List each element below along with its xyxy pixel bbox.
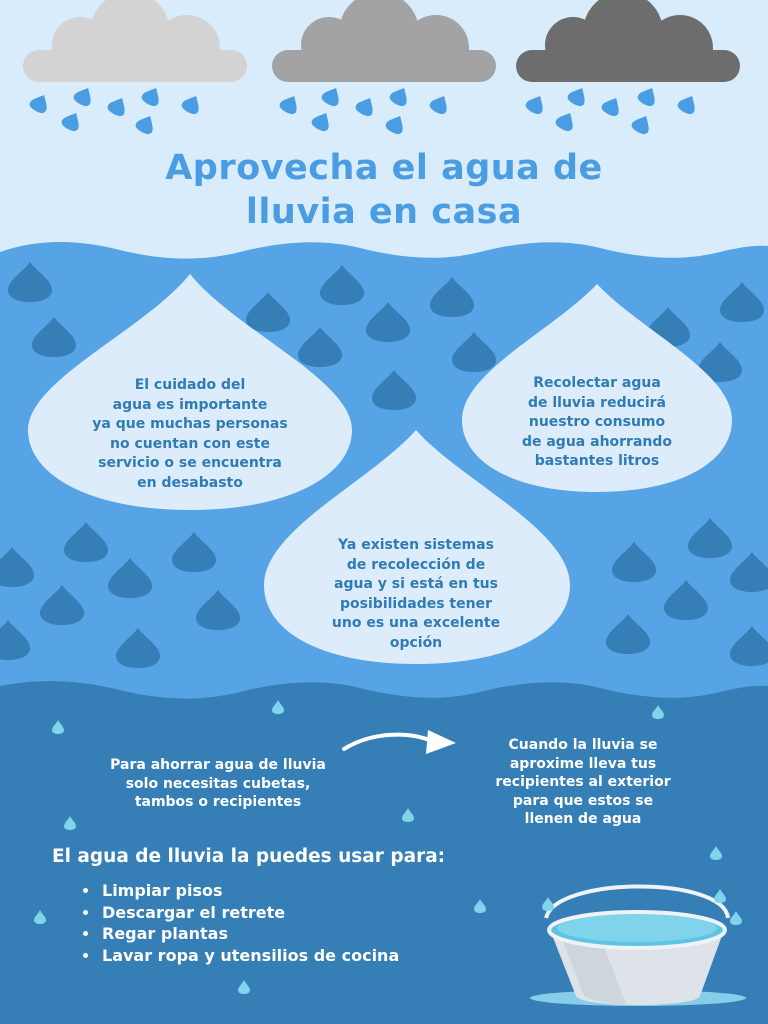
- tip-line: llenen de agua: [524, 811, 642, 827]
- tip-line: solo necesitas cubetas,: [125, 775, 311, 792]
- title-line: lluvia en casa: [245, 192, 523, 232]
- list-item: • Lavar ropa y utensilios de cocina: [100, 945, 399, 967]
- drop-text-line: Recolectar agua: [533, 375, 661, 391]
- drop-text-line: agua y si está en tus: [334, 576, 498, 592]
- drop-text-line: servicio o se encuentra: [98, 455, 282, 471]
- tip-left-text: [38, 756, 398, 812]
- left-drop-text: [40, 376, 340, 493]
- drop-text-line: opción: [389, 634, 443, 651]
- drop-text-line: nuestro consumo: [528, 414, 666, 430]
- tip-line: aproxime lleva tus: [509, 755, 657, 772]
- page-title: [0, 146, 768, 234]
- tip-line: para que estos se: [512, 792, 654, 809]
- drop-text-line: ya que muchas personas: [92, 416, 288, 432]
- drop-text-line: en desabasto: [137, 474, 243, 491]
- list-item: • Limpiar pisos: [100, 880, 399, 902]
- drop-text-line: agua es importante: [112, 396, 268, 413]
- drop-text-line: posibilidades tener: [340, 595, 492, 612]
- drop-text-line: uno es una excelente: [331, 615, 501, 631]
- list-item: • Regar plantas: [100, 923, 399, 945]
- drop-text-line: El cuidado del: [134, 377, 246, 393]
- uses-heading: El agua de lluvia la puedes usar para:: [52, 846, 446, 867]
- title-line: Aprovecha el agua de: [165, 148, 603, 188]
- drop-text-line: de agua ahorrando: [521, 433, 673, 450]
- list-item: • Descargar el retrete: [100, 902, 399, 924]
- tip-line: Para ahorrar agua de lluvia: [110, 757, 326, 773]
- drop-text-line: de lluvia reducirá: [527, 394, 667, 411]
- uses-list: [78, 880, 399, 966]
- tip-line: Cuando la lluvia se: [508, 737, 658, 753]
- tip-line: tambos o recipientes: [134, 794, 302, 810]
- tip-right-text: [448, 736, 718, 829]
- tip-line: recipientes al exterior: [495, 774, 671, 790]
- drop-text-line: de recolección de: [346, 556, 486, 573]
- drop-text-line: no cuentan con este: [110, 435, 270, 452]
- drop-text-line: Ya existen sistemas: [338, 537, 494, 553]
- drop-text-line: bastantes litros: [534, 453, 660, 469]
- right-drop-text: [472, 374, 722, 472]
- center-drop-text: [278, 536, 554, 653]
